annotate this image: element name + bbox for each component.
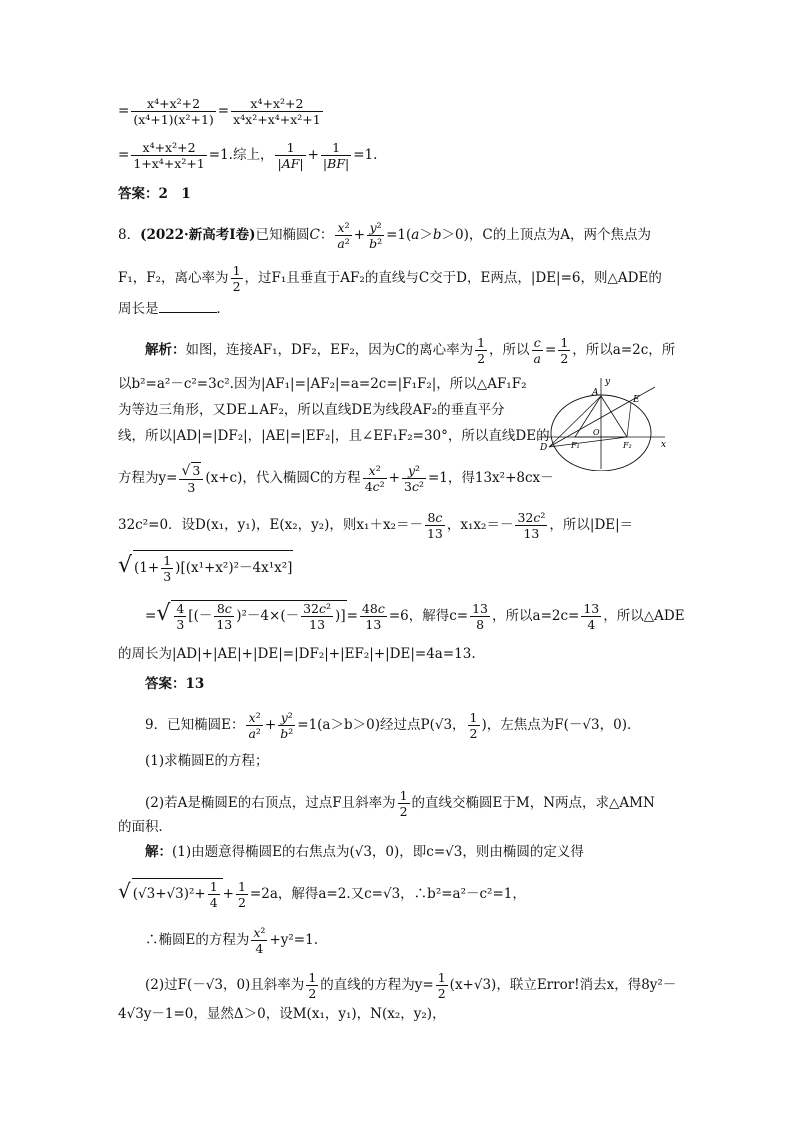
q8-solution-line-4: 线，所以|AD|=|DF₂|，|AE|=|EF₂|，且∠EF₁F₂=30°，所以直线DE的	[118, 428, 550, 444]
label-E: E	[633, 395, 640, 405]
q8-answer: 答案：13	[145, 676, 205, 692]
segment-EF2	[627, 403, 631, 437]
q9-part-2-line-2: 的面积．	[118, 819, 172, 835]
label-F2: F₂	[623, 441, 632, 450]
q8-stem-line-1: 8．(2022·新高考Ⅰ卷)已知椭圆C： $\frac{\text{x²}}{\text{a²}}$ + $\frac{\text{y²}}{\text{b²}}$ =1(a＞b＞0)，C的上顶点为A，两个焦点为	[118, 220, 651, 251]
q9-stem-line-1: 9．已知椭圆E： $\frac{\text{x²}}{\text{a²}}$ + $\frac{\text{y²}}{\text{b²}}$ =1(a＞b＞0)经过点P(√3， $\frac{1}{2}$ )，左焦点为F(－√3，0)．	[145, 710, 641, 741]
q8-solution-line-1: 解析：如图，连接AF₁，DF₂，EF₂，因为C的离心率为 $\frac{1}{2}$ ，所以 $\frac{c}{a}$ = $\frac{1}{2}$ ，所以a=2c，所	[145, 335, 676, 366]
q9-solution-line-4: (2)过F(－√3，0)且斜率为 $\frac{1}{2}$ 的直线的方程为y= $\frac{1}{2}$ (x+√3)，联立Error!消去x，得8y²－	[145, 970, 677, 1001]
label-y: y	[605, 377, 611, 387]
segment-AD	[549, 396, 601, 447]
q8-solution-line-6: 32c²=0．设D(x₁，y₁)，E(x₂，y₂)，则x₁＋x₂＝－ $\frac{8c}{13}$ ，x₁x₂＝－ $\frac{\text{32c²}}{13}$ ，所以|DE|＝	[118, 510, 634, 541]
ellipse-diagram	[535, 375, 670, 471]
q8-solution-line-2: 以b²=a²－c²=3c².因为|AF₁|=|AF₂|=a=2c=|F₁F₂|，所以△AF₁F₂	[118, 376, 527, 392]
q9-part-1: (1)求椭圆E的方程；	[145, 753, 269, 769]
label-F1: F₁	[571, 441, 580, 450]
q8-solution-line-7: √ (1+ $\frac{1}{3}$ )[(x¹+x²)²－4x¹x²]	[118, 550, 293, 584]
label-O: O	[593, 428, 600, 437]
label-A: A	[592, 388, 599, 398]
prev-line-2: = $\frac{\text{x⁴+x²+2}}{\text{1+x⁴+x²+1}}$ =1.综上， $\frac{1}{|AF|}$ + $\frac{1}{|BF|}$ =1.	[118, 140, 378, 171]
prev-answer: 答案：2 1	[118, 186, 191, 202]
q8-solution-line-5: 方程为y= $\frac{√ 3}{3}$ (x+c)，代入椭圆C的方程 $\frac{\text{x²}}{\text{4c²}}$ + $\frac{\text{y²}}{\text{3c²}}$ =1，得13x²+8cx－	[118, 463, 554, 495]
q9-part-2-line-1: (2)若A是椭圆E的右顶点，过点F且斜率为 $\frac{1}{2}$ 的直线交椭圆E于M，N两点，求△AMN	[145, 788, 655, 819]
q8-stem-line-2: F₁，F₂，离心率为 $\frac{1}{2}$ ，过F₁且垂直于AF₂的直线与C交于D，E两点，|DE|=6，则△ADE的	[118, 263, 662, 294]
prev-line-1: = $\frac{\text{x⁴+x²+2}}{\text{(x⁴+1)(x²+1)}}$ = $\frac{\text{x⁴+x²+2}}{\text{x⁴x²+x⁴+x²+1}}$	[118, 96, 321, 127]
q8-solution-line-8: =√ $\frac{4}{3}$ [(－ $\frac{8c}{13}$ )²－4×(－ $\frac{\text{32c²}}{13}$ )]= $\frac{48c}{13}$ =6，解得c= $\frac{13}{8}$ ，所以a=2c= $\frac{13}{4}$ ，所以△ADE	[145, 601, 685, 632]
q9-solution-line-5: 4√3y－1=0，显然Δ＞0，设M(x₁，y₁)，N(x₂，y₂)，	[118, 1006, 446, 1022]
q9-solution-line-2: √ (√3+√3)²+ $\frac{1}{4}$ + $\frac{1}{2}$ =2a，解得a=2.又c=√3，∴b²=a²－c²=1，	[118, 879, 526, 910]
q8-solution-line-3: 为等边三角形，又DE⊥AF₂，所以直线DE为线段AF₂的垂直平分	[118, 402, 505, 418]
segment-DF2	[549, 437, 627, 447]
q8-solution-line-9: 的周长为|AD|+|AE|+|DE|=|DF₂|+|EF₂|+|DE|=4a=13.	[118, 646, 476, 662]
label-x: x	[661, 440, 667, 450]
q9-solution-line-3: ∴椭圆E的方程为 $\frac{\text{x²}}{4}$ +y²=1.	[145, 925, 318, 956]
q9-solution-line-1: 解：(1)由题意得椭圆E的右焦点为(√3，0)，即c=√3，则由椭圆的定义得	[145, 844, 584, 860]
label-D: D	[540, 443, 548, 453]
answer-blank	[159, 302, 217, 313]
q8-stem-line-3: 周长是 ．	[118, 301, 230, 317]
